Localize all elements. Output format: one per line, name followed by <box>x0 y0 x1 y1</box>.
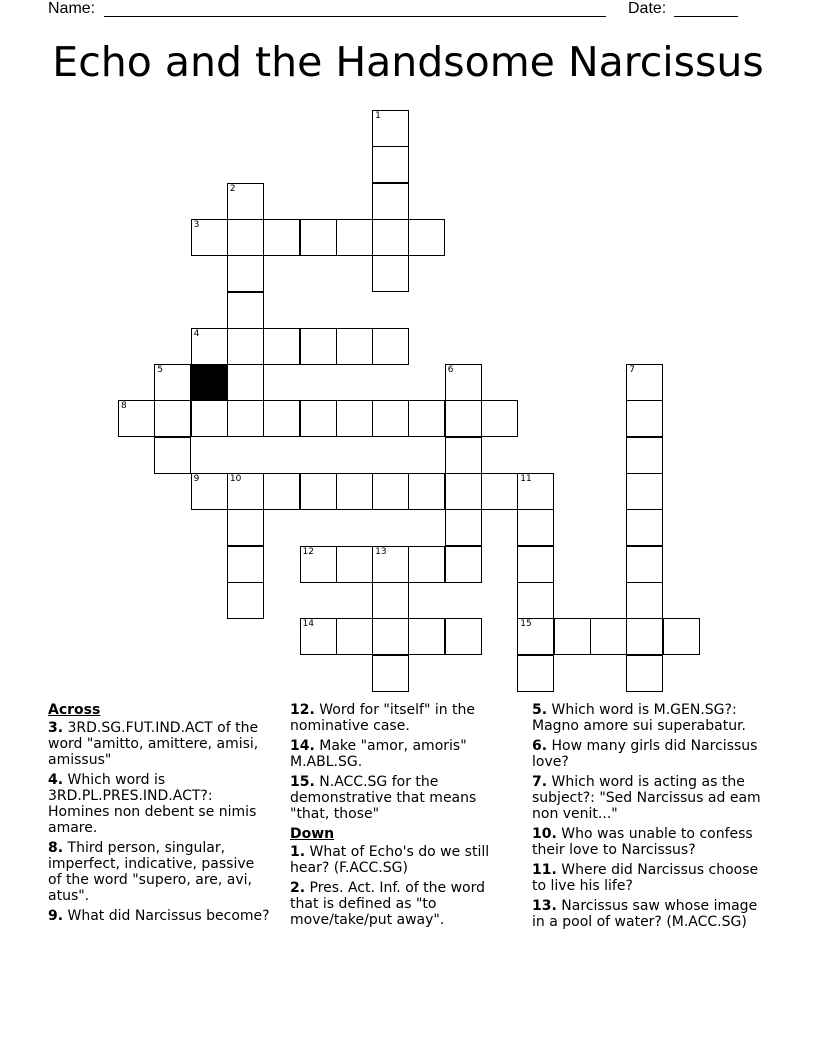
clue-number: 9. <box>48 908 64 924</box>
clue-text: N.ACC.SG for the demonstrative that means "that, those" <box>290 774 477 822</box>
grid-cell[interactable] <box>626 509 663 546</box>
clue-number-label: 12 <box>302 546 314 557</box>
grid-cell[interactable] <box>626 473 663 510</box>
grid-cell[interactable] <box>554 618 591 655</box>
grid-cell[interactable] <box>372 655 409 692</box>
clue-text: What of Echo's do we still hear? (F.ACC.SG) <box>290 844 490 876</box>
clue-across-8 <box>48 840 270 904</box>
grid-cell-black <box>191 364 228 401</box>
grid-cell[interactable] <box>590 618 627 655</box>
clue-number-label: 5 <box>157 365 164 376</box>
grid-cell[interactable] <box>227 509 264 546</box>
clue-text: 3RD.SG.FUT.IND.ACT of the word "amitto, amittere, amisi, amissus" <box>48 720 259 768</box>
grid-cell[interactable] <box>336 473 373 510</box>
clue-across-9 <box>48 908 270 924</box>
grid-cell[interactable] <box>517 582 554 619</box>
clue-number: 7. <box>532 774 548 790</box>
grid-cell[interactable] <box>191 219 228 256</box>
grid-cell[interactable] <box>408 546 445 583</box>
grid-cell[interactable] <box>263 328 300 365</box>
grid-cell[interactable] <box>300 618 337 655</box>
clue-text: Which word is M.GEN.SG?: Magno amore sui superabatur. <box>532 702 746 734</box>
grid-cell[interactable] <box>445 473 482 510</box>
grid-cell[interactable] <box>445 546 482 583</box>
clue-number-label: 3 <box>193 219 200 230</box>
clue-text: Pres. Act. Inf. of the word that is defined as "to move/take/put away". <box>290 880 485 928</box>
grid-cell[interactable] <box>300 400 337 437</box>
clue-number: 1. <box>290 844 306 860</box>
clue-number: 6. <box>532 738 548 754</box>
grid-cell[interactable] <box>626 364 663 401</box>
clue-text: Where did Narcissus choose to live his life? <box>532 862 759 894</box>
clue-number: 11. <box>532 862 557 878</box>
clue-number: 2. <box>290 880 306 896</box>
grid-cell[interactable] <box>154 364 191 401</box>
grid-cell[interactable] <box>118 400 155 437</box>
date-label: Date: <box>628 0 667 17</box>
grid-cell[interactable] <box>227 328 264 365</box>
grid-cell[interactable] <box>626 655 663 692</box>
grid-cell[interactable] <box>227 292 264 329</box>
clue-number-label: 13 <box>375 546 387 557</box>
grid-cell[interactable] <box>372 255 409 292</box>
clue-number-label: 2 <box>229 183 236 194</box>
grid-cell[interactable] <box>517 618 554 655</box>
clue-text: Word for "itself" in the nominative case. <box>290 702 476 734</box>
clue-number: 13. <box>532 898 557 914</box>
grid-cell[interactable] <box>626 582 663 619</box>
grid-cell[interactable] <box>227 473 264 510</box>
clue-across-12 <box>290 702 514 734</box>
clue-number-label: 8 <box>121 401 127 412</box>
clue-number-label: 15 <box>520 619 532 630</box>
clues-column-2 <box>290 702 514 932</box>
clue-number-label: 4 <box>193 328 200 339</box>
grid-cell[interactable] <box>336 400 373 437</box>
across-heading: Across <box>48 702 101 718</box>
grid-cell[interactable] <box>626 437 663 474</box>
clue-number: 12. <box>290 702 315 718</box>
clue-number-label: 9 <box>193 474 200 484</box>
clue-number: 5. <box>532 702 548 718</box>
clue-number: 15. <box>290 774 315 790</box>
clue-number-label: 14 <box>302 619 314 630</box>
grid-cell[interactable] <box>336 546 373 583</box>
clue-across-4 <box>48 772 270 836</box>
grid-cell[interactable] <box>445 509 482 546</box>
grid-cell[interactable] <box>408 219 445 256</box>
clue-down-1 <box>290 844 514 876</box>
grid-cell[interactable] <box>227 219 264 256</box>
page-title: Echo and the Handsome Narcissus <box>52 38 764 86</box>
grid-cell[interactable] <box>517 546 554 583</box>
clue-down-5 <box>532 702 772 734</box>
grid-cell[interactable] <box>227 364 264 401</box>
clue-text: Which word is 3RD.PL.PRES.IND.ACT?: Homines non debent se nimis amare. <box>48 772 257 836</box>
grid-cell[interactable] <box>626 400 663 437</box>
grid-cell[interactable] <box>336 219 373 256</box>
grid-cell[interactable] <box>517 509 554 546</box>
clue-number: 3. <box>48 720 64 736</box>
grid-cell[interactable] <box>300 546 337 583</box>
clue-text: What did Narcissus become? <box>67 908 270 924</box>
clue-number-label: 6 <box>447 365 454 376</box>
clue-number-label: 11 <box>520 474 532 484</box>
clue-down-11 <box>532 862 772 894</box>
grid-cell[interactable] <box>481 400 518 437</box>
grid-cell[interactable] <box>445 400 482 437</box>
grid-cell[interactable] <box>481 473 518 510</box>
grid-cell[interactable] <box>372 400 409 437</box>
grid-cell[interactable] <box>445 437 482 474</box>
clue-number: 14. <box>290 738 315 754</box>
grid-cell[interactable] <box>191 400 228 437</box>
grid-cell[interactable] <box>408 473 445 510</box>
name-label: Name: <box>48 0 96 17</box>
grid-cell[interactable] <box>336 328 373 365</box>
grid-cell[interactable] <box>263 473 300 510</box>
clue-text: Narcissus saw whose image in a pool of water? (M.ACC.SG) <box>532 898 758 930</box>
grid-cell[interactable] <box>191 473 228 510</box>
clue-text: How many girls did Narcissus love? <box>532 738 758 770</box>
grid-cell[interactable] <box>300 219 337 256</box>
grid-cell[interactable] <box>408 400 445 437</box>
grid-cell[interactable] <box>408 618 445 655</box>
clue-down-10 <box>532 826 772 858</box>
clue-across-14 <box>290 738 514 770</box>
grid-cell[interactable] <box>517 473 554 510</box>
grid-cell[interactable] <box>227 582 264 619</box>
clue-down-6 <box>532 738 772 770</box>
grid-cell[interactable] <box>263 400 300 437</box>
grid-cell[interactable] <box>626 546 663 583</box>
grid-cell[interactable] <box>227 546 264 583</box>
clue-down-13 <box>532 898 772 930</box>
grid-cell[interactable] <box>372 328 409 365</box>
grid-cell[interactable] <box>372 473 409 510</box>
grid-cell[interactable] <box>227 400 264 437</box>
clues-column-1 <box>48 702 270 928</box>
clue-down-2 <box>290 880 514 928</box>
grid-cell[interactable] <box>372 110 409 147</box>
down-heading: Down <box>290 826 335 842</box>
grid-cell[interactable] <box>517 655 554 692</box>
grid-cell[interactable] <box>372 146 409 183</box>
clue-text: Third person, singular, imperfect, indicative, passive of the word "supero, are, avi, atus". <box>48 840 255 904</box>
grid-cell[interactable] <box>336 618 373 655</box>
grid-cell[interactable] <box>300 473 337 510</box>
grid-cell[interactable] <box>372 219 409 256</box>
grid-cell[interactable] <box>626 618 663 655</box>
grid-cell[interactable] <box>663 618 700 655</box>
clue-down-7 <box>532 774 772 822</box>
clue-number: 4. <box>48 772 64 788</box>
clue-text: Make "amor, amoris" M.ABL.SG. <box>290 738 467 770</box>
clue-number-label: 7 <box>629 365 635 376</box>
clue-across-15 <box>290 774 514 822</box>
grid-cell[interactable] <box>154 437 191 474</box>
grid-cell[interactable] <box>372 582 409 619</box>
grid-cell[interactable] <box>227 255 264 292</box>
clue-text: Which word is acting as the subject?: "Sed Narcissus ad eam non venit..." <box>532 774 761 822</box>
grid-cell[interactable] <box>263 219 300 256</box>
clue-number: 8. <box>48 840 64 856</box>
clue-across-3 <box>48 720 270 768</box>
grid-cell[interactable] <box>372 618 409 655</box>
grid-cell[interactable] <box>445 364 482 401</box>
grid-cell[interactable] <box>154 400 191 437</box>
grid-cell[interactable] <box>191 328 228 365</box>
grid-cell[interactable] <box>300 328 337 365</box>
clue-text: Who was unable to confess their love to Narcissus? <box>532 826 753 858</box>
clue-number-label: 1 <box>375 111 381 121</box>
grid-cell[interactable] <box>227 183 264 220</box>
grid-cell[interactable] <box>372 183 409 220</box>
clue-number-label: 10 <box>229 474 242 484</box>
grid-cell[interactable] <box>445 618 482 655</box>
clues-column-3 <box>532 702 772 934</box>
grid-cell[interactable] <box>372 546 409 583</box>
clue-number: 10. <box>532 826 557 842</box>
